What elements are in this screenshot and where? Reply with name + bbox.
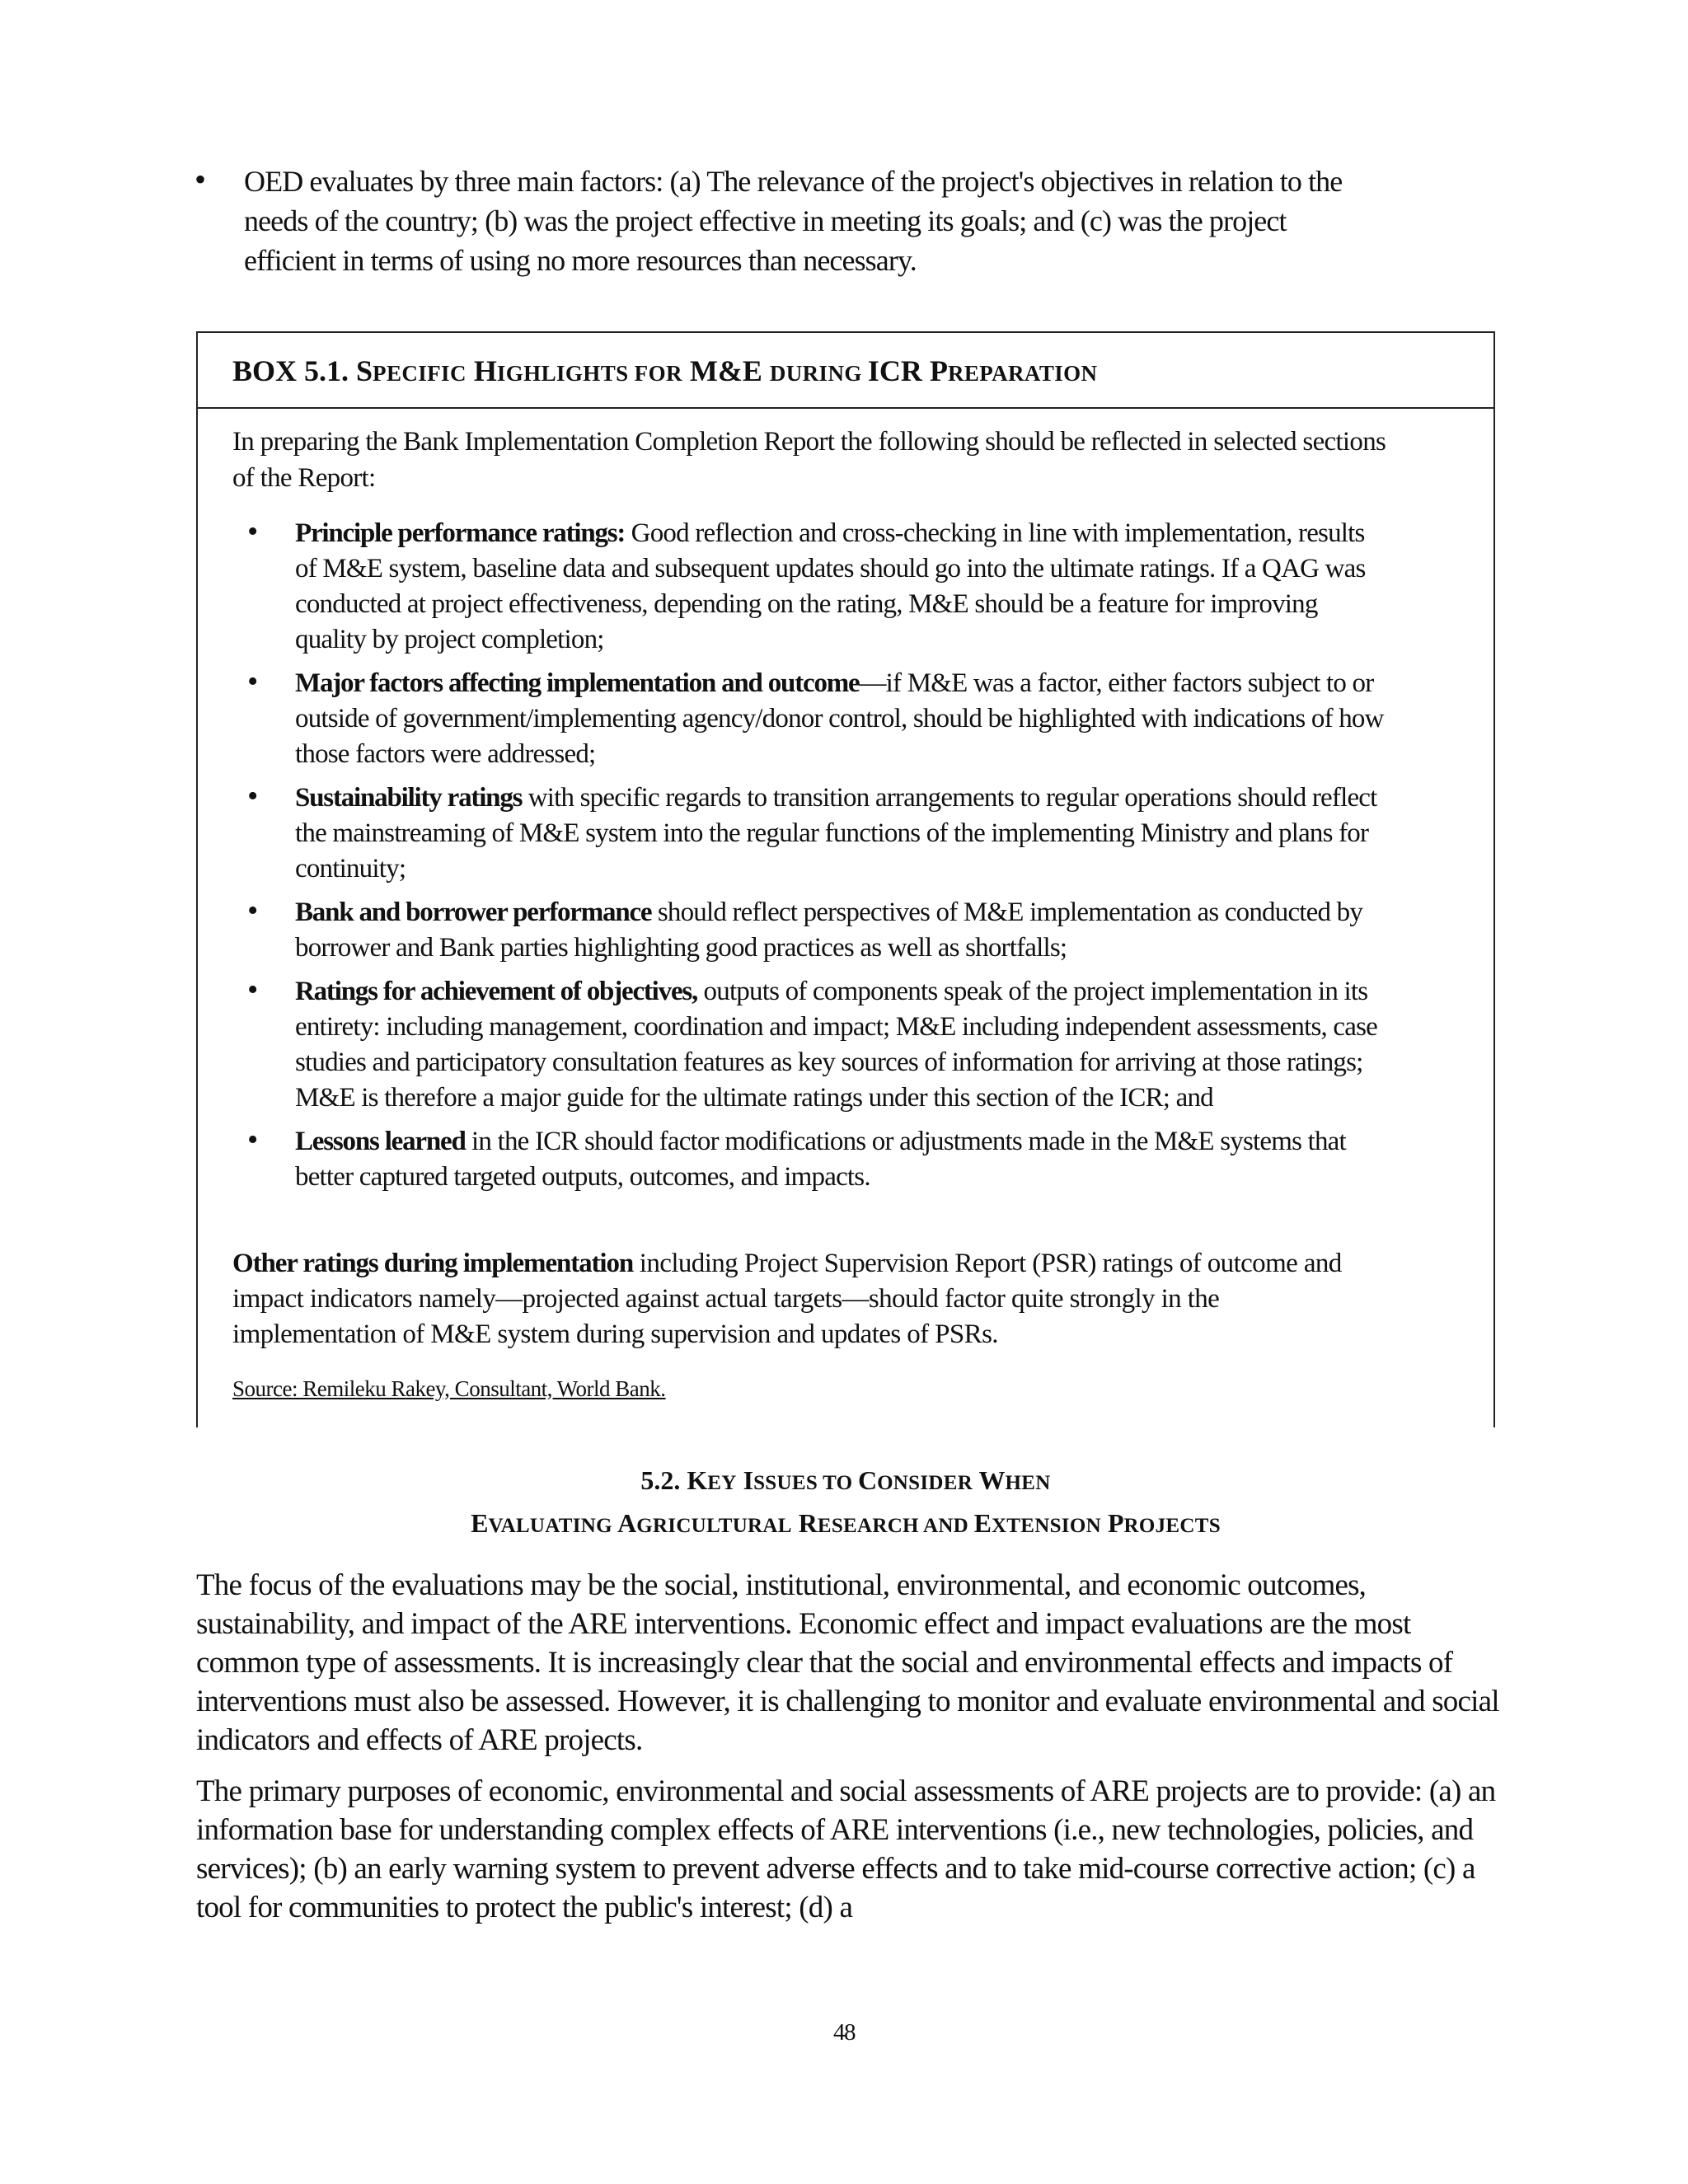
oed-factors-text: OED evaluates by three main factors: (a) The relevance of the project's objectives in relation to the needs of the country; (b) was the project effective in meeting its goals; and (c) was the project efficient in terms of using no more resources than necessary. — [244, 165, 1343, 277]
box-title-specific: SPECIFIC — [356, 354, 467, 387]
other-ratings-lead: Other ratings during implementation — [232, 1249, 634, 1278]
box-title-preparation: PREPARATION — [929, 354, 1098, 387]
box-highlights-list — [247, 514, 1388, 1203]
heading-issues: ISSUES TO — [743, 1465, 858, 1495]
item-lead: Sustainability ratings — [295, 783, 523, 813]
bullet-icon: • — [247, 664, 258, 699]
bullet-icon: • — [247, 972, 258, 1007]
page-number: 48 — [833, 2019, 855, 2046]
list-item — [247, 972, 1388, 1116]
list-item — [247, 514, 1388, 658]
box-5-1 — [196, 331, 1495, 1427]
item-text: with specific regards to transition arrangements to regular operations should reflect the mainstreaming of M&E system into the regular functions of the implementing Ministry and plans for continuity; — [295, 783, 1377, 883]
list-item — [247, 779, 1388, 887]
heading-consider: CONSIDER — [857, 1465, 973, 1495]
box-source: Source: Remileku Rakey, Consultant, World Bank. — [232, 1376, 666, 1401]
bullet-icon: • — [247, 893, 258, 928]
bullet-icon: • — [247, 779, 258, 813]
section-heading — [196, 1460, 1495, 1546]
bullet-icon: • — [195, 161, 206, 198]
heading-key: KEY — [687, 1465, 737, 1495]
item-lead: Ratings for achievement of objectives, — [295, 977, 698, 1006]
list-item — [247, 664, 1388, 772]
bullet-icon: • — [247, 514, 258, 549]
list-item — [247, 893, 1388, 966]
bullet-icon: • — [247, 1122, 258, 1157]
item-lead: Bank and borrower performance — [295, 898, 652, 927]
item-text: Good reflection and cross-checking in line with implementation, results of M&E system, baseline data and subsequent updates should go into the ultimate ratings. If a QAG was conducted at project effectiveness, depending on the rating, M&E should be a feature for improving quality by project completion; — [295, 518, 1366, 654]
body-paragraph-purposes: The primary purposes of economic, environmental and social assessments of ARE projects are to provide: (a) an information base for understanding complex effects of ARE interventions (i.e., new technologies, policies, and services); (b) an early warning system to prevent adverse effects and to take mid-course corrective action; (c) a tool for communities to protect the public's interest; (d) a — [196, 1774, 1496, 1924]
body-paragraph-focus: The focus of the evaluations may be the social, institutional, environmental, and economic outcomes, sustainability, and impact of the ARE interventions. Economic effect and impact evaluations are the most common type of assessments. It is increasingly clear that the social and environmental effects and impacts of interventions must also be assessed. However, it is challenging to monitor and evaluate environmental and social indicators and effects of ARE projects. — [196, 1568, 1499, 1757]
item-lead: Lessons learned — [295, 1127, 466, 1156]
item-text: —if M&E was a factor, either factors subject to or outside of government/implementing agency/donor control, should be highlighted with indications of how those factors were addressed; — [295, 668, 1384, 769]
section-heading-line-1 — [196, 1460, 1495, 1503]
heading-extension: EXTENSION — [973, 1508, 1101, 1538]
heading-research: RESEARCH AND — [798, 1508, 974, 1538]
item-lead: Major factors affecting implementation and outcome — [295, 668, 860, 698]
other-ratings-paragraph — [232, 1246, 1386, 1352]
box-title-me: M&E — [689, 354, 770, 387]
item-text: should reflect perspectives of M&E implementation as conducted by borrower and Bank parties highlighting good practices as well as shortfalls; — [295, 898, 1363, 963]
heading-projects: PROJECTS — [1107, 1508, 1221, 1538]
box-title-highlights-for: HIGHLIGHTS FOR — [473, 354, 682, 387]
box-title-during: DURING — [769, 361, 868, 386]
box-title-icr: ICR — [867, 354, 930, 387]
list-item — [247, 1122, 1388, 1195]
box-intro: In preparing the Bank Implementation Completion Report the following should be reflected in selected sections of the Report: — [232, 427, 1386, 493]
box-title-prefix: BOX 5.1. — [232, 354, 349, 387]
heading-agricultural: AGRICULTURAL — [617, 1508, 792, 1538]
item-text: in the ICR should factor modifications or adjustments made in the M&E systems that better captured targeted outputs, outcomes, and impacts. — [295, 1127, 1346, 1192]
item-text: outputs of components speak of the project implementation in its entirety: including management, coordination and impact; M&E including independent assessments, case studies and participatory consultation features as key sources of information for arriving at those ratings; M&E is therefore a major guide for the ultimate ratings under this section of the ICR; and — [295, 977, 1377, 1113]
box-title — [198, 333, 1493, 409]
heading-when: WHEN — [978, 1465, 1051, 1495]
other-ratings-text: including Project Supervision Report (PSR) ratings of outcome and impact indicators namely—projected against actual targets—should factor quite strongly in the implementation of M&E system during supervision and updates of PSRs. — [232, 1249, 1342, 1349]
heading-evaluating: EVALUATING — [471, 1508, 612, 1538]
oed-factors-bullet — [195, 161, 1348, 280]
section-number: 5.2. — [640, 1465, 681, 1495]
section-heading-line-2 — [196, 1503, 1495, 1546]
item-lead: Principle performance ratings: — [295, 518, 626, 548]
